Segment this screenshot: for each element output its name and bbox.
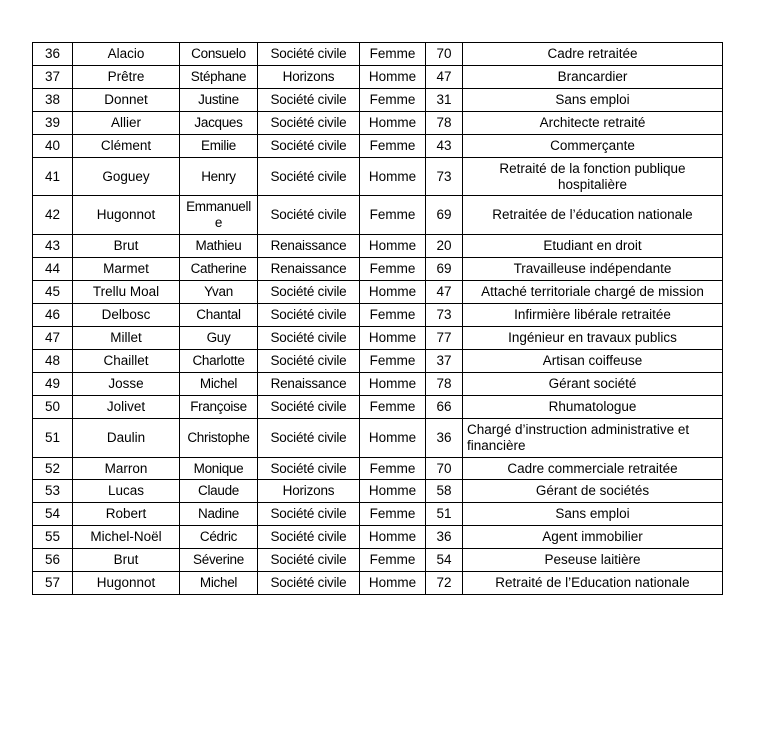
cell-gender: Homme <box>360 526 426 549</box>
table-row <box>33 65 723 88</box>
cell-gender: Femme <box>360 196 426 235</box>
cell-age: 20 <box>426 235 463 258</box>
cell-first-name: Michel <box>180 572 258 595</box>
cell-first-name: Catherine <box>180 258 258 281</box>
cell-first-name: Cédric <box>180 526 258 549</box>
cell-age: 36 <box>426 526 463 549</box>
cell-occupation: Gérant société <box>463 372 723 395</box>
cell-party: Société civile <box>258 572 360 595</box>
cell-occupation: Architecte retraité <box>463 111 723 134</box>
cell-gender: Homme <box>360 372 426 395</box>
cell-last-name: Chaillet <box>73 349 180 372</box>
cell-occupation: Commerçante <box>463 134 723 157</box>
cell-gender: Femme <box>360 304 426 327</box>
table-row <box>33 457 723 480</box>
cell-age: 37 <box>426 349 463 372</box>
cell-occupation: Brancardier <box>463 65 723 88</box>
cell-gender: Femme <box>360 258 426 281</box>
cell-party: Société civile <box>258 111 360 134</box>
cell-number: 44 <box>33 258 73 281</box>
cell-age: 72 <box>426 572 463 595</box>
cell-first-name: Stéphane <box>180 65 258 88</box>
cell-number: 47 <box>33 326 73 349</box>
cell-party: Société civile <box>258 196 360 235</box>
cell-last-name: Alacio <box>73 43 180 66</box>
cell-occupation: Agent immobilier <box>463 526 723 549</box>
cell-last-name: Marmet <box>73 258 180 281</box>
cell-last-name: Michel-Noël <box>73 526 180 549</box>
cell-party: Société civile <box>258 349 360 372</box>
cell-number: 40 <box>33 134 73 157</box>
cell-first-name: Emilie <box>180 134 258 157</box>
cell-gender: Femme <box>360 395 426 418</box>
table-row <box>33 395 723 418</box>
cell-first-name: Michel <box>180 372 258 395</box>
table-row <box>33 111 723 134</box>
cell-last-name: Donnet <box>73 88 180 111</box>
cell-first-name: Mathieu <box>180 235 258 258</box>
cell-occupation: Attaché territoriale chargé de mission <box>463 281 723 304</box>
table-row <box>33 88 723 111</box>
table-row <box>33 349 723 372</box>
table-row <box>33 304 723 327</box>
cell-first-name: Monique <box>180 457 258 480</box>
cell-gender: Femme <box>360 88 426 111</box>
cell-age: 78 <box>426 372 463 395</box>
cell-first-name: Nadine <box>180 503 258 526</box>
cell-occupation: Gérant de sociétés <box>463 480 723 503</box>
cell-gender: Femme <box>360 43 426 66</box>
cell-first-name: Séverine <box>180 549 258 572</box>
cell-number: 39 <box>33 111 73 134</box>
table-row <box>33 572 723 595</box>
cell-occupation: Rhumatologue <box>463 395 723 418</box>
cell-occupation: Infirmière libérale retraitée <box>463 304 723 327</box>
cell-number: 52 <box>33 457 73 480</box>
table-row <box>33 258 723 281</box>
table-row <box>33 134 723 157</box>
cell-age: 77 <box>426 326 463 349</box>
cell-first-name: Jacques <box>180 111 258 134</box>
cell-number: 55 <box>33 526 73 549</box>
cell-last-name: Allier <box>73 111 180 134</box>
cell-party: Société civile <box>258 418 360 457</box>
cell-age: 43 <box>426 134 463 157</box>
cell-last-name: Jolivet <box>73 395 180 418</box>
cell-gender: Homme <box>360 111 426 134</box>
cell-age: 36 <box>426 418 463 457</box>
cell-occupation: Sans emploi <box>463 88 723 111</box>
cell-gender: Femme <box>360 503 426 526</box>
cell-age: 70 <box>426 457 463 480</box>
table-row <box>33 43 723 66</box>
table-row <box>33 549 723 572</box>
cell-party: Société civile <box>258 134 360 157</box>
cell-number: 50 <box>33 395 73 418</box>
cell-gender: Homme <box>360 281 426 304</box>
cell-first-name: Françoise <box>180 395 258 418</box>
cell-party: Société civile <box>258 326 360 349</box>
cell-gender: Homme <box>360 326 426 349</box>
cell-age: 69 <box>426 196 463 235</box>
cell-first-name: Yvan <box>180 281 258 304</box>
cell-last-name: Brut <box>73 235 180 258</box>
cell-last-name: Brut <box>73 549 180 572</box>
cell-number: 45 <box>33 281 73 304</box>
cell-first-name: Charlotte <box>180 349 258 372</box>
table-row <box>33 526 723 549</box>
cell-age: 51 <box>426 503 463 526</box>
table-row <box>33 480 723 503</box>
table-row <box>33 157 723 196</box>
cell-party: Société civile <box>258 503 360 526</box>
cell-first-name: Emmanuelle <box>180 196 258 235</box>
cell-age: 73 <box>426 157 463 196</box>
cell-occupation: Ingénieur en travaux publics <box>463 326 723 349</box>
cell-first-name: Chantal <box>180 304 258 327</box>
cell-party: Renaissance <box>258 372 360 395</box>
cell-occupation: Etudiant en droit <box>463 235 723 258</box>
cell-first-name: Guy <box>180 326 258 349</box>
cell-number: 56 <box>33 549 73 572</box>
cell-last-name: Millet <box>73 326 180 349</box>
cell-age: 66 <box>426 395 463 418</box>
cell-occupation: Cadre commerciale retraitée <box>463 457 723 480</box>
table-row <box>33 196 723 235</box>
cell-number: 46 <box>33 304 73 327</box>
cell-last-name: Trellu Moal <box>73 281 180 304</box>
cell-age: 47 <box>426 65 463 88</box>
cell-party: Société civile <box>258 549 360 572</box>
cell-occupation: Chargé d’instruction administrative et financière <box>463 418 723 457</box>
cell-party: Société civile <box>258 281 360 304</box>
cell-occupation: Peseuse laitière <box>463 549 723 572</box>
cell-gender: Femme <box>360 349 426 372</box>
candidates-table-container <box>32 42 722 595</box>
cell-occupation: Retraité de l’Education nationale <box>463 572 723 595</box>
cell-last-name: Daulin <box>73 418 180 457</box>
cell-gender: Homme <box>360 235 426 258</box>
table-row <box>33 503 723 526</box>
cell-gender: Homme <box>360 572 426 595</box>
cell-age: 69 <box>426 258 463 281</box>
cell-first-name: Claude <box>180 480 258 503</box>
cell-gender: Homme <box>360 418 426 457</box>
cell-first-name: Justine <box>180 88 258 111</box>
cell-first-name: Henry <box>180 157 258 196</box>
cell-number: 51 <box>33 418 73 457</box>
cell-age: 54 <box>426 549 463 572</box>
candidates-table-body <box>33 43 723 595</box>
cell-party: Société civile <box>258 526 360 549</box>
cell-party: Horizons <box>258 480 360 503</box>
cell-first-name: Consuelo <box>180 43 258 66</box>
table-row <box>33 281 723 304</box>
cell-number: 53 <box>33 480 73 503</box>
cell-age: 73 <box>426 304 463 327</box>
cell-party: Société civile <box>258 88 360 111</box>
cell-number: 41 <box>33 157 73 196</box>
cell-age: 58 <box>426 480 463 503</box>
cell-gender: Femme <box>360 457 426 480</box>
cell-age: 70 <box>426 43 463 66</box>
cell-last-name: Lucas <box>73 480 180 503</box>
cell-number: 43 <box>33 235 73 258</box>
table-row <box>33 418 723 457</box>
cell-age: 47 <box>426 281 463 304</box>
cell-gender: Homme <box>360 65 426 88</box>
cell-last-name: Robert <box>73 503 180 526</box>
cell-occupation: Retraité de la fonction publique hospitalière <box>463 157 723 196</box>
cell-last-name: Josse <box>73 372 180 395</box>
cell-number: 42 <box>33 196 73 235</box>
cell-occupation: Retraitée de l’éducation nationale <box>463 196 723 235</box>
cell-last-name: Hugonnot <box>73 572 180 595</box>
cell-number: 37 <box>33 65 73 88</box>
cell-number: 36 <box>33 43 73 66</box>
cell-party: Société civile <box>258 304 360 327</box>
cell-last-name: Hugonnot <box>73 196 180 235</box>
cell-last-name: Clément <box>73 134 180 157</box>
cell-occupation: Artisan coiffeuse <box>463 349 723 372</box>
cell-occupation: Sans emploi <box>463 503 723 526</box>
cell-party: Renaissance <box>258 235 360 258</box>
cell-age: 78 <box>426 111 463 134</box>
cell-number: 54 <box>33 503 73 526</box>
table-row <box>33 326 723 349</box>
cell-party: Société civile <box>258 395 360 418</box>
cell-gender: Femme <box>360 134 426 157</box>
cell-party: Société civile <box>258 157 360 196</box>
cell-occupation: Travailleuse indépendante <box>463 258 723 281</box>
cell-last-name: Goguey <box>73 157 180 196</box>
cell-party: Horizons <box>258 65 360 88</box>
cell-gender: Femme <box>360 549 426 572</box>
cell-first-name: Christophe <box>180 418 258 457</box>
cell-occupation: Cadre retraitée <box>463 43 723 66</box>
cell-number: 38 <box>33 88 73 111</box>
cell-party: Société civile <box>258 457 360 480</box>
cell-gender: Homme <box>360 480 426 503</box>
cell-number: 49 <box>33 372 73 395</box>
cell-number: 48 <box>33 349 73 372</box>
cell-last-name: Prêtre <box>73 65 180 88</box>
table-row <box>33 235 723 258</box>
table-row <box>33 372 723 395</box>
cell-party: Renaissance <box>258 258 360 281</box>
candidates-table <box>32 42 723 595</box>
cell-number: 57 <box>33 572 73 595</box>
cell-last-name: Marron <box>73 457 180 480</box>
cell-party: Société civile <box>258 43 360 66</box>
cell-last-name: Delbosc <box>73 304 180 327</box>
cell-age: 31 <box>426 88 463 111</box>
cell-gender: Homme <box>360 157 426 196</box>
